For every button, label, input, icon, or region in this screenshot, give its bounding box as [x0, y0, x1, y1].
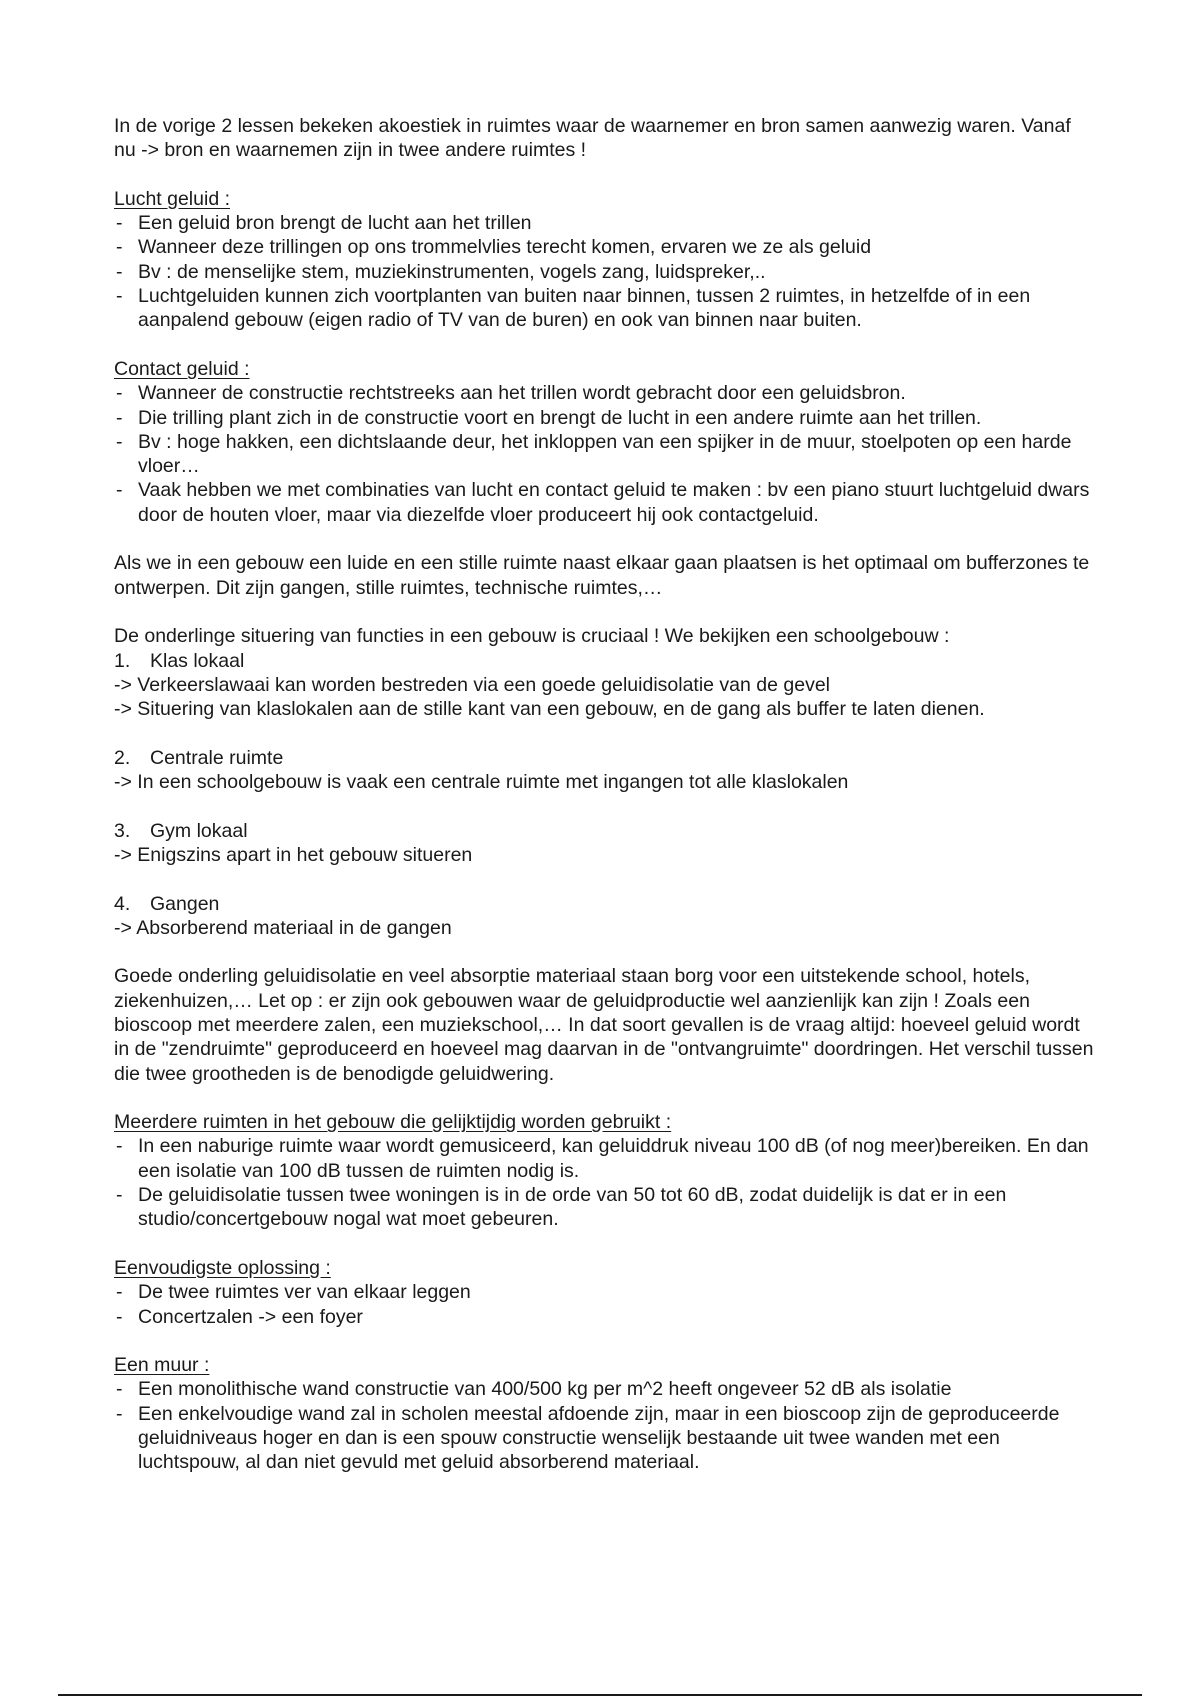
- list-item: - De twee ruimtes ver van elkaar leggen: [114, 1280, 1094, 1304]
- list-item: - Vaak hebben we met combinaties van lucht en contact geluid te maken : bv een piano stuurt luchtgeluid dwars door de houten vloer, maar via diezelfde vloer produceert hij ook contactgeluid.: [114, 478, 1094, 527]
- situering-section: [114, 624, 1094, 940]
- contact-geluid-heading: Contact geluid :: [114, 357, 250, 380]
- item-number: 3.: [114, 819, 131, 842]
- arrow-line: -> Verkeerslawaai kan worden bestreden via een goede geluidisolatie van de gevel: [114, 673, 831, 696]
- arrow-line: -> Enigszins apart in het gebouw situeren: [114, 843, 473, 866]
- list-item: - Een geluid bron brengt de lucht aan het trillen: [114, 211, 1094, 235]
- een-muur-list: [114, 1377, 1094, 1474]
- item-title: Gangen: [150, 892, 220, 915]
- gym-lokaal-block: [114, 819, 1094, 868]
- list-item: - Concertzalen -> een foyer: [114, 1305, 1094, 1329]
- item-number: 4.: [114, 892, 131, 915]
- list-item: - Bv : de menselijke stem, muziekinstrumenten, vogels zang, luidspreker,..: [114, 260, 1094, 284]
- lucht-geluid-section: [114, 187, 1094, 333]
- lucht-geluid-heading: Lucht geluid :: [114, 187, 231, 210]
- intro-paragraph: In de vorige 2 lessen bekeken akoestiek in ruimtes waar de waarnemer en bron samen aanwezig waren. Vanaf nu -> bron en waarnemen zijn in twee andere ruimtes !: [114, 115, 1071, 162]
- numbered-title: [114, 892, 1094, 916]
- list-item: - De geluidisolatie tussen twee woningen is in de orde van 50 tot 60 dB, zodat duidelijk is dat er in een studio/concertgebouw nogal wat moet gebeuren.: [114, 1183, 1094, 1232]
- list-item: - In een naburige ruimte waar wordt gemusiceerd, kan geluiddruk niveau 100 dB (of nog meer)bereiken. En dan een isolatie van 100 dB tussen de ruimten nodig is.: [114, 1134, 1094, 1183]
- list-item: - Een enkelvoudige wand zal in scholen meestal afdoende zijn, maar in een bioscoop zijn de geproduceerde geluidniveaus hoger en dan is een spouw constructie wenselijk bestaande uit twee wanden met een luchtspouw, al dan niet gevuld met geluid absorberend materiaal.: [114, 1402, 1094, 1475]
- bufferzones-paragraph: Als we in een gebouw een luide en een stille ruimte naast elkaar gaan plaatsen is het optimaal om bufferzones te ontwerpen. Dit zijn gangen, stille ruimtes, technische ruimtes,…: [114, 552, 1090, 599]
- numbered-title: [114, 649, 1094, 673]
- list-item: - Luchtgeluiden kunnen zich voortplanten van buiten naar binnen, tussen 2 ruimtes, in hetzelfde of in een aanpalend gebouw (eigen radio of TV van de buren) en ook van binnen naar buiten.: [114, 284, 1094, 333]
- meerdere-ruimten-section: [114, 1110, 1094, 1231]
- meerdere-ruimten-list: [114, 1134, 1094, 1231]
- contact-geluid-section: [114, 357, 1094, 527]
- arrow-line: -> Absorberend materiaal in de gangen: [114, 916, 452, 939]
- situering-intro: De onderlinge situering van functies in een gebouw is cruciaal ! We bekijken een schoolgebouw :: [114, 625, 950, 648]
- eenvoudigste-oplossing-heading: Eenvoudigste oplossing :: [114, 1256, 331, 1279]
- numbered-title: [114, 819, 1094, 843]
- arrow-line: -> Situering van klaslokalen aan de stille kant van een gebouw, en de gang als buffer te laten dienen.: [114, 698, 985, 721]
- item-title: Gym lokaal: [150, 819, 248, 842]
- eenvoudigste-oplossing-section: [114, 1256, 1094, 1329]
- gangen-block: [114, 892, 1094, 941]
- een-muur-heading: Een muur :: [114, 1354, 210, 1377]
- geluidwering-paragraph: Goede onderling geluidisolatie en veel absorptie materiaal staan borg voor een uitstekende school, hotels, ziekenhuizen,… Let op : er zijn ook gebouwen waar de geluidproductie wel aanzienlijk kan zijn ! Zoals een bioscoop met meerdere zalen, een muziekschool,… In dat soort gevallen is de vraag altijd: hoeveel geluid wordt in de "zendruimte" geproduceerd en hoeveel mag daarvan in de "ontvangruimte" doordringen. Het verschil tussen die twee grootheden is de benodigde geluidwering.: [114, 965, 1094, 1085]
- list-item: - Die trilling plant zich in de constructie voort en brengt de lucht in een andere ruimte aan het trillen.: [114, 406, 1094, 430]
- klas-lokaal-block: [114, 649, 1094, 722]
- item-title: Centrale ruimte: [150, 746, 284, 769]
- list-item: - Wanneer de constructie rechtstreeks aan het trillen wordt gebracht door een geluidsbron.: [114, 381, 1094, 405]
- footer-divider: [58, 1694, 1142, 1696]
- list-item: - Wanneer deze trillingen op ons trommelvlies terecht komen, ervaren we ze als geluid: [114, 235, 1094, 259]
- item-number: 2.: [114, 746, 131, 769]
- eenvoudigste-oplossing-list: [114, 1280, 1094, 1329]
- numbered-title: [114, 746, 1094, 770]
- een-muur-section: [114, 1353, 1094, 1474]
- arrow-line: -> In een schoolgebouw is vaak een centrale ruimte met ingangen tot alle klaslokalen: [114, 771, 849, 794]
- contact-geluid-list: [114, 381, 1094, 527]
- item-number: 1.: [114, 649, 131, 672]
- list-item: - Een monolithische wand constructie van 400/500 kg per m^2 heeft ongeveer 52 dB als isolatie: [114, 1377, 1094, 1401]
- meerdere-ruimten-heading: Meerdere ruimten in het gebouw die gelijktijdig worden gebruikt :: [114, 1111, 672, 1134]
- list-item: - Bv : hoge hakken, een dichtslaande deur, het inkloppen van een spijker in de muur, stoelpoten op een harde vloer…: [114, 430, 1094, 479]
- document-content: [114, 114, 1094, 1475]
- item-title: Klas lokaal: [150, 649, 245, 672]
- lucht-geluid-list: [114, 211, 1094, 332]
- centrale-ruimte-block: [114, 746, 1094, 795]
